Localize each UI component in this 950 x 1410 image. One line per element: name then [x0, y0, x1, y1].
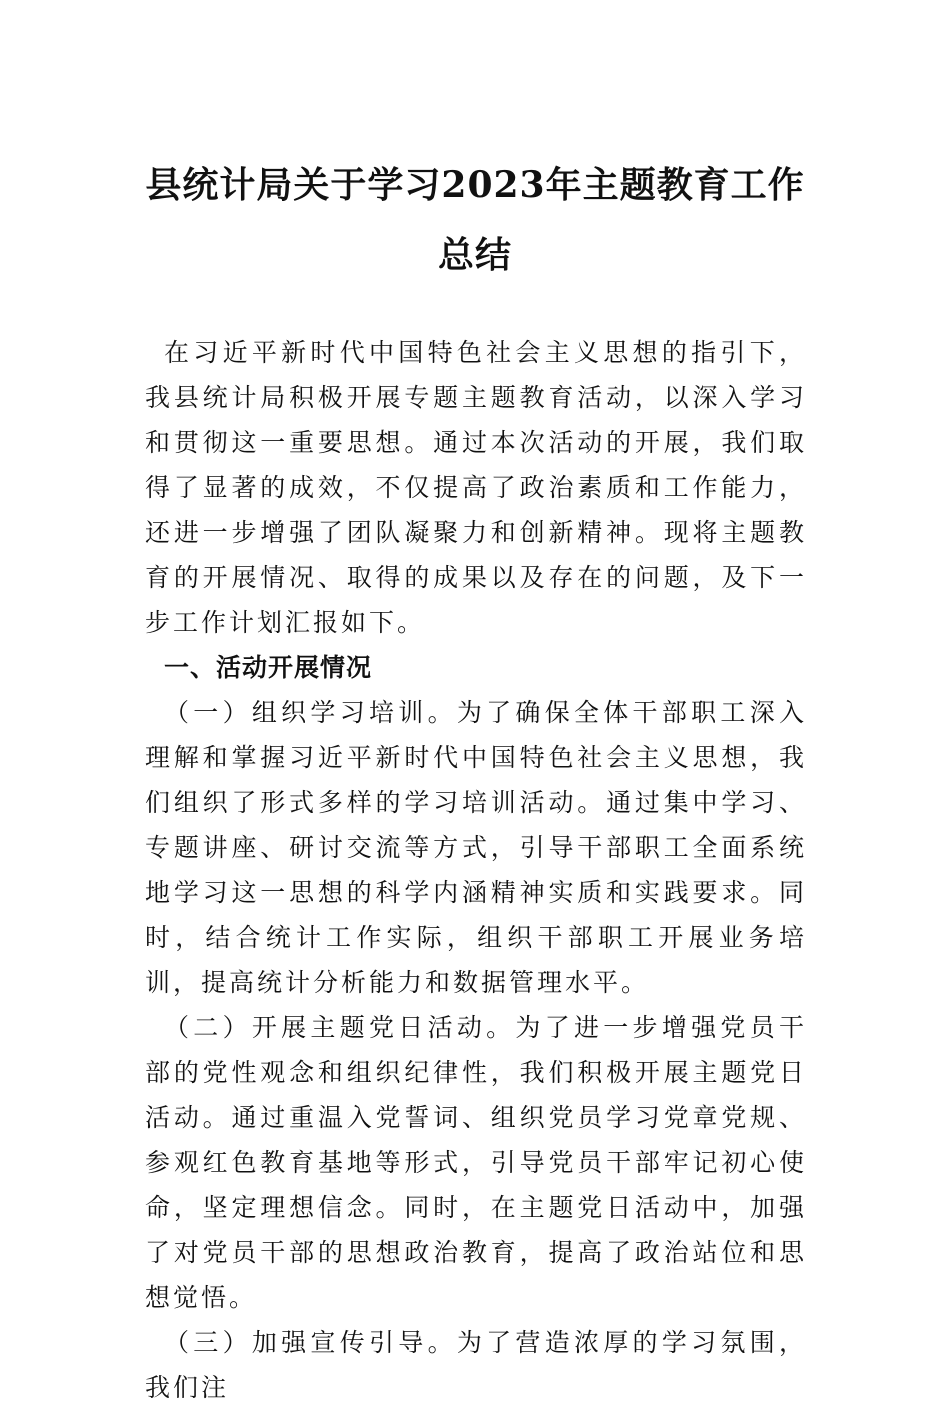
document-title: 县统计局关于学习2023年主题教育工作总结	[145, 164, 805, 276]
paragraph-publicity: （三）加强宣传引导。为了营造浓厚的学习氛围，我们注	[145, 1328, 807, 1402]
paragraph-study-training: （一）组织学习培训。为了确保全体干部职工深入理解和掌握习近平新时代中国特色社会主义思想，我们组织了形式多样的学习培训活动。通过集中学习、专题讲座、研讨交流等方式，引导干部职工全面系统地学习这一思想的科学内涵精神实质和实践要求。同时，结合统计工作实际，组织干部职工开展业务培训，提高统计分析能力和数据管理水平。	[145, 698, 807, 997]
intro-paragraph: 在习近平新时代中国特色社会主义思想的指引下，我县统计局积极开展专题主题教育活动，以深入学习和贯彻这一重要思想。通过本次活动的开展，我们取得了显著的成效，不仅提高了政治素质和工作能力，还进一步增强了团队凝聚力和创新精神。现将主题教育的开展情况、取得的成果以及存在的问题，及下一步工作计划汇报如下。	[145, 338, 807, 637]
section-heading-activities: 一、活动开展情况	[164, 653, 373, 682]
paragraph-party-day: （二）开展主题党日活动。为了进一步增强党员干部的党性观念和组织纪律性，我们积极开展主题党日活动。通过重温入党誓词、组织党员学习党章党规、参观红色教育基地等形式，引导党员干部牢记初心使命，坚定理想信念。同时，在主题党日活动中，加强了对党员干部的思想政治教育，提高了政治站位和思想觉悟。	[145, 1013, 807, 1312]
document-body	[145, 330, 807, 1410]
